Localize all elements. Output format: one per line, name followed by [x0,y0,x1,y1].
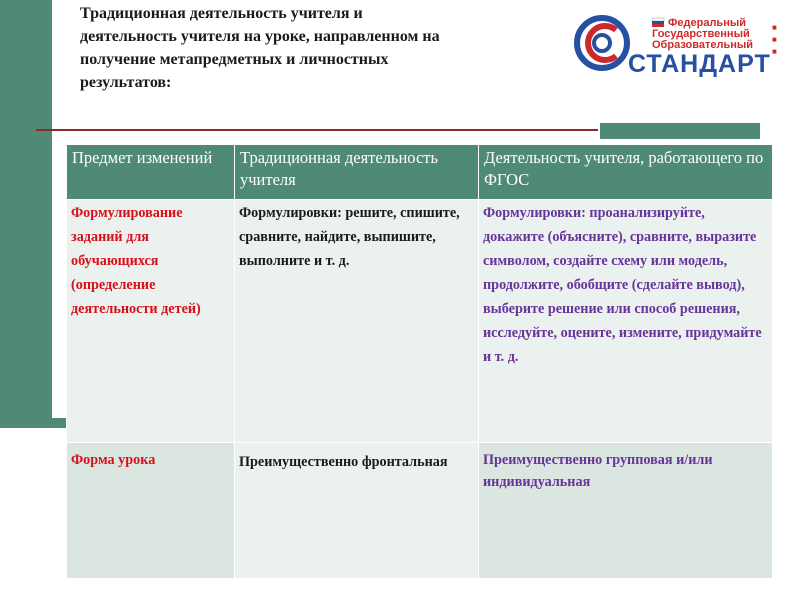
row-traditional-cell [235,443,479,579]
row-fgos-cell: Преимущественно групповая и/или индивидуальная [479,443,773,579]
header-traditional: Традиционная деятельность учителя [235,145,479,200]
divider-line [36,129,598,131]
row-traditional-cell: Формулировки: решите, спишите, сравните, найдите, выпишите, выполните и т. д. [235,200,479,443]
logo-line: Образовательный [652,39,754,51]
table-header-row [67,145,773,200]
logo-line: Государственный [652,28,750,40]
decorative-dots: ■ ■ ■ [772,23,777,56]
accent-block [600,123,760,139]
accent-block [52,418,66,428]
title-line: получение метапредметных и личностных [80,51,389,68]
row-traditional-text: Преимущественно фронтальная [239,454,448,470]
title-line: деятельность учителя на уроке, направленном на [80,28,440,45]
row-subject-cell: Форма урока [67,443,235,579]
title-line: результатов: [80,74,172,91]
header-fgos: Деятельность учителя, работающего по ФГОС [479,145,773,200]
left-accent-bar [0,0,52,428]
header-subject: Предмет изменений [67,145,235,200]
logo-wordmark: СТАНДАРТ [628,50,771,78]
logo-line: Федеральный [668,17,746,29]
row-subject-cell: Формулирование заданий для обучающихся (определение деятельности детей) [67,200,235,443]
slide-title [80,2,550,94]
row-fgos-cell: Формулировки: проанализируйте, докажите (объясните), сравните, выразите символом, создайте схему или модель, продолжите, обобщите (сделайте вывод), выберите решение или способ решения, исследуйте, оцените, измените, придумайте и т. д. [479,200,773,443]
table-row [67,443,773,579]
comparison-table [66,144,773,579]
table-row [67,200,773,443]
logo-text [652,18,753,51]
title-line: Традиционная деятельность учителя и [80,5,363,22]
